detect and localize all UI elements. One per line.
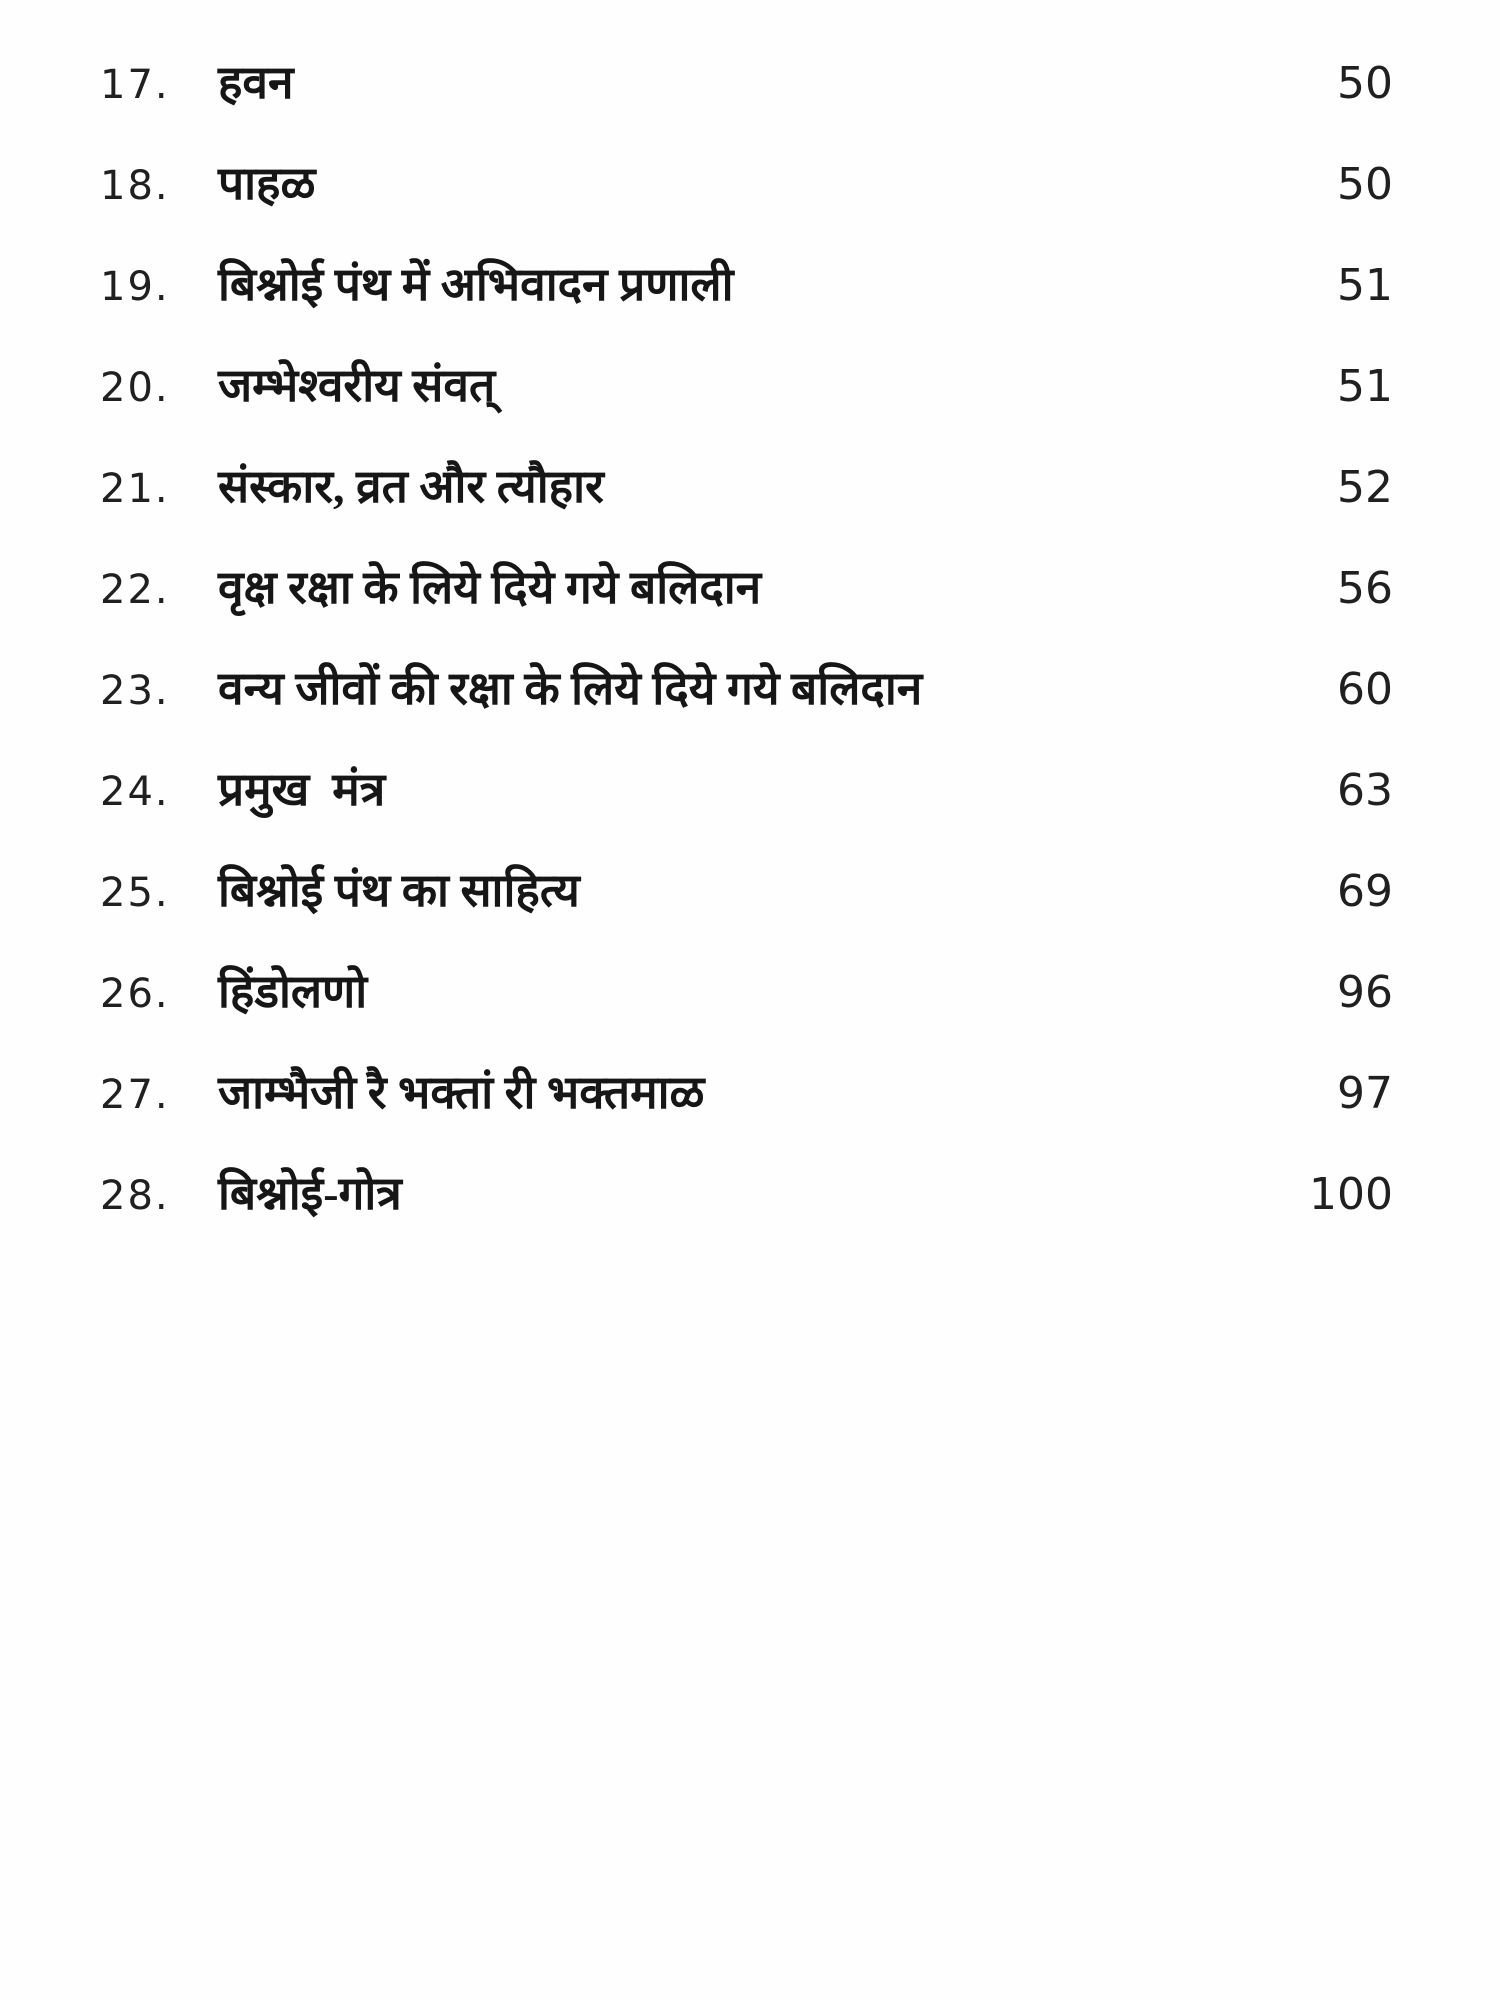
- toc-entry: [100, 1060, 1393, 1161]
- toc-entry-title: पाहळ: [218, 158, 316, 209]
- toc-entry-title: संस्कार, व्रत और त्यौहार: [218, 461, 604, 512]
- toc-entry: [100, 252, 1393, 353]
- toc-entry-number: 21.: [100, 466, 170, 512]
- toc-entry-page-number: 56: [1337, 563, 1393, 614]
- toc-entry: [100, 757, 1393, 858]
- toc-entry-title: वृक्ष रक्षा के लिये दिये गये बलिदान: [218, 562, 762, 613]
- toc-entry-page-number: 63: [1337, 765, 1393, 816]
- toc-entry-number: 27.: [100, 1072, 170, 1118]
- toc-entry-number: 18.: [100, 163, 170, 209]
- toc-entry-number: 26.: [100, 971, 170, 1017]
- toc-entry: [100, 1161, 1393, 1262]
- toc-entry-title: जम्भेश्वरीय संवत्: [218, 360, 496, 411]
- toc-entry-page-number: 60: [1337, 664, 1393, 715]
- toc-entry-page-number: 51: [1337, 361, 1393, 412]
- toc-entry: [100, 454, 1393, 555]
- toc-entry-number: 25.: [100, 870, 170, 916]
- toc-entry-page-number: 50: [1337, 159, 1393, 210]
- toc-entry-page-number: 50: [1337, 58, 1393, 109]
- toc-entry-title: बिश्नोई पंथ में अभिवादन प्रणाली: [218, 259, 734, 310]
- toc-entry-number: 22.: [100, 567, 170, 613]
- toc-entry-title: बिश्नोई-गोत्र: [218, 1168, 402, 1219]
- toc-entry-page-number: 96: [1337, 967, 1393, 1018]
- toc-entry-number: 28.: [100, 1173, 170, 1219]
- toc-entry: [100, 353, 1393, 454]
- toc-entry-title: जाम्भैजी रै भक्तां री भक्तमाळ: [218, 1067, 705, 1118]
- toc-entry-page-number: 51: [1337, 260, 1393, 311]
- toc-entry-title: हिंडोलणो: [218, 966, 368, 1017]
- toc-entry: [100, 555, 1393, 656]
- toc-entry-title: वन्य जीवों की रक्षा के लिये दिये गये बलिदान: [218, 663, 923, 714]
- toc-entry: [100, 151, 1393, 252]
- toc-entry-page-number: 52: [1337, 462, 1393, 513]
- toc-entry-page-number: 69: [1337, 866, 1393, 917]
- toc-entry: [100, 959, 1393, 1060]
- toc-entry: [100, 858, 1393, 959]
- toc-entry-page-number: 97: [1337, 1068, 1393, 1119]
- toc-entry-number: 17.: [100, 62, 170, 108]
- toc-entry-title: बिश्नोई पंथ का साहित्य: [218, 865, 580, 916]
- toc-entry: [100, 656, 1393, 757]
- toc-entry-number: 23.: [100, 668, 170, 714]
- toc-entry-number: 19.: [100, 264, 170, 310]
- toc-entry-number: 24.: [100, 769, 170, 815]
- toc-list: [100, 50, 1393, 1262]
- toc-entry-title: प्रमुख मंत्र: [218, 764, 386, 815]
- toc-entry-page-number: 100: [1309, 1169, 1393, 1220]
- toc-entry-title: हवन: [218, 57, 294, 108]
- toc-entry: [100, 50, 1393, 151]
- toc-entry-number: 20.: [100, 365, 170, 411]
